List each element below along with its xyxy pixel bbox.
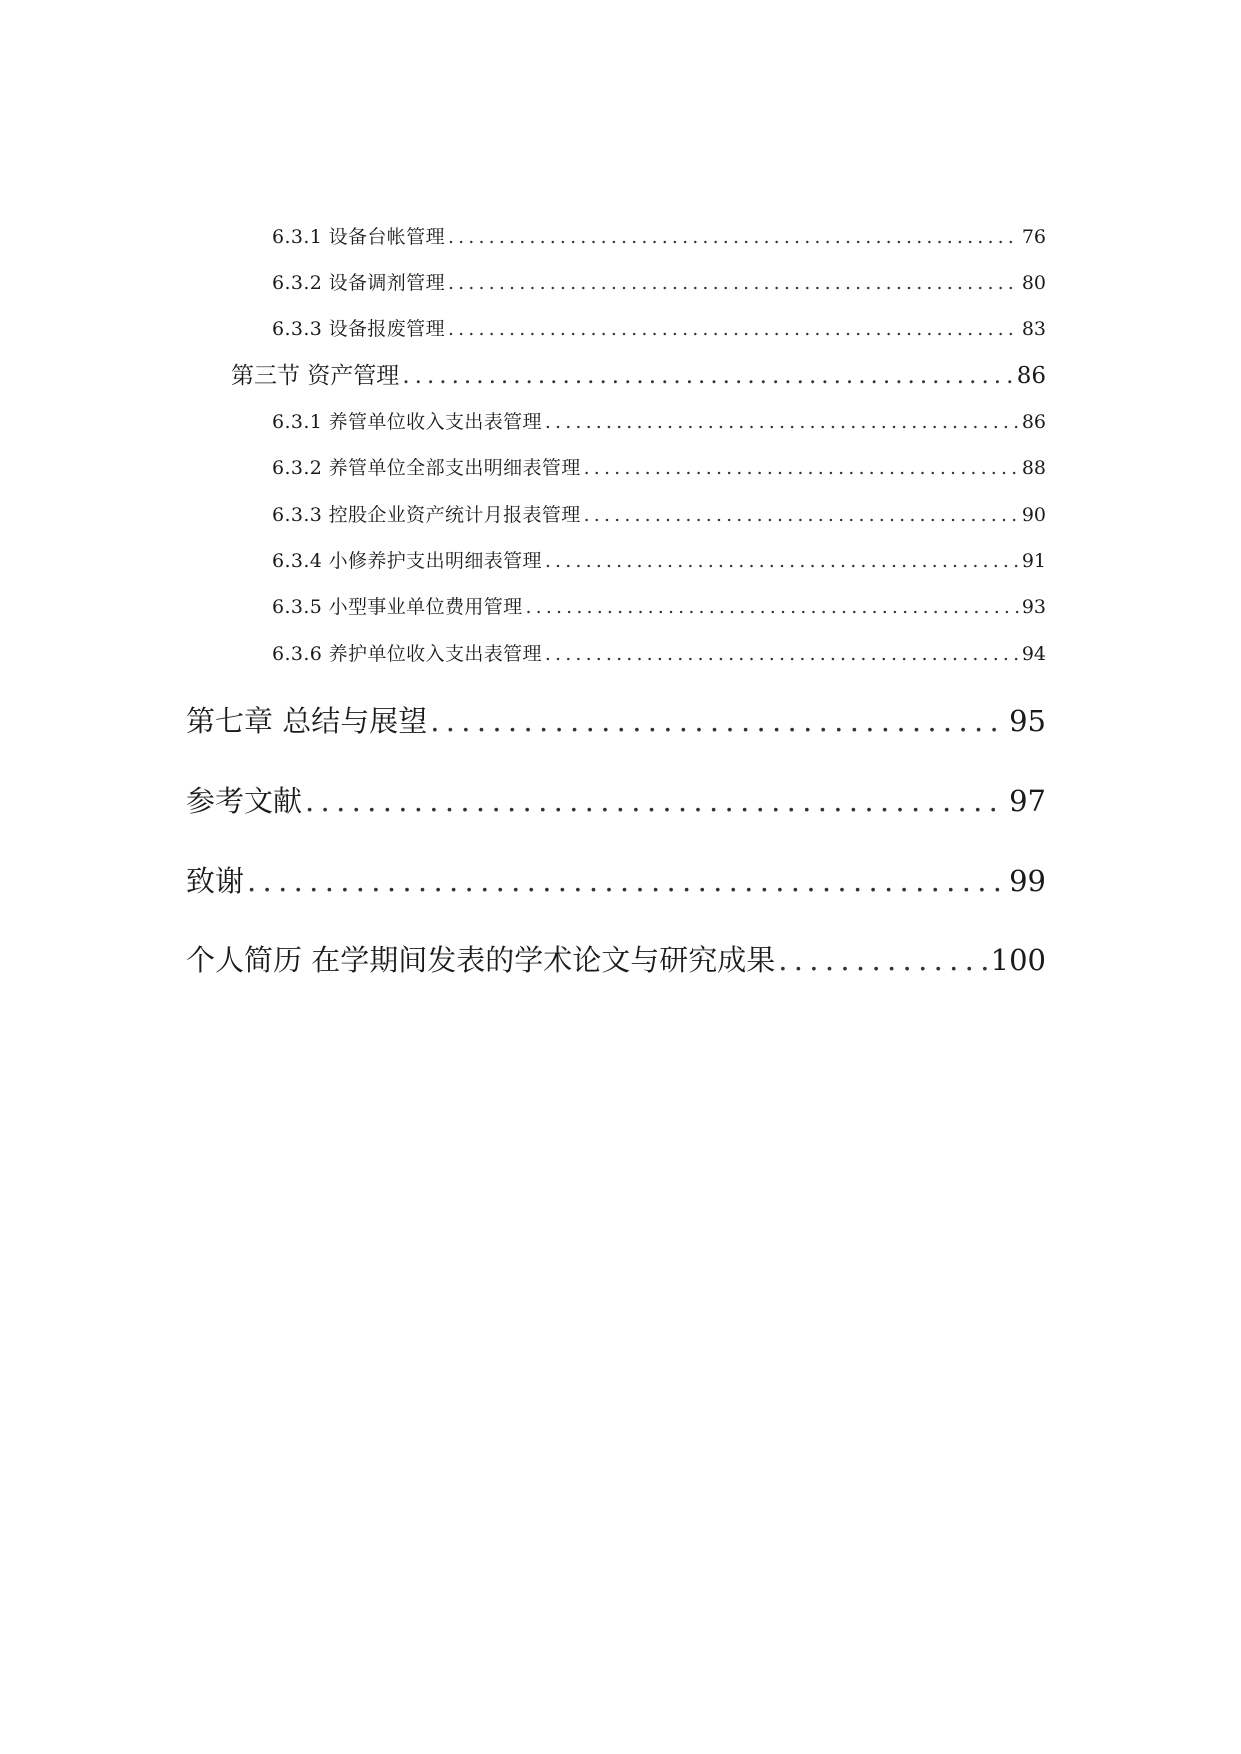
toc-page-number: 100 — [990, 943, 1046, 977]
toc-page-number: 90 — [1021, 504, 1046, 526]
toc-leader-dots — [305, 787, 1006, 816]
toc-leader-dots — [402, 365, 1013, 388]
toc-entry-label: 6.3.1 设备台帐管理 — [272, 226, 445, 248]
toc-leader-dots — [448, 320, 1019, 339]
toc-entry-label: 个人简历 在学期间发表的学术论文与研究成果 — [186, 943, 776, 977]
toc-leader-dots — [448, 274, 1019, 293]
toc-page-number: 99 — [1009, 864, 1046, 898]
toc-leader-dots — [778, 946, 987, 975]
toc-entry[interactable] — [272, 459, 1046, 478]
toc-leader-dots — [584, 506, 1019, 525]
toc-page-number: 93 — [1021, 596, 1046, 618]
toc-entry-label: 6.3.5 小型事业单位费用管理 — [272, 596, 523, 618]
toc-leader-dots — [545, 552, 1019, 571]
toc-entry-label: 6.3.4 小修养护支出明细表管理 — [272, 550, 542, 572]
toc-leader-dots — [430, 707, 1006, 736]
toc-entry[interactable] — [272, 274, 1046, 293]
toc-entry-label: 第三节 资产管理 — [231, 363, 400, 389]
toc-entry-label: 6.3.1 养管单位收入支出表管理 — [272, 411, 542, 433]
toc-entry-label: 6.3.6 养护单位收入支出表管理 — [272, 643, 542, 665]
toc-page-number: 91 — [1021, 550, 1046, 572]
toc-entry[interactable] — [272, 598, 1046, 617]
toc-entry-label: 第七章 总结与展望 — [186, 704, 428, 738]
toc-leader-dots — [247, 867, 1006, 896]
toc-leader-dots — [525, 598, 1018, 617]
toc-entry[interactable] — [272, 320, 1046, 339]
toc-page-number: 76 — [1021, 226, 1046, 248]
toc-entry-label: 6.3.3 设备报废管理 — [272, 318, 445, 340]
toc-entry[interactable] — [272, 506, 1046, 525]
toc-page-number: 83 — [1021, 318, 1046, 340]
toc-page-number: 86 — [1016, 363, 1046, 389]
toc-leader-dots — [545, 645, 1019, 664]
toc-entry[interactable] — [186, 943, 1046, 977]
toc-leader-dots — [584, 459, 1019, 478]
toc-page-number: 97 — [1009, 784, 1046, 818]
toc-page-number: 94 — [1021, 643, 1046, 665]
toc-entry[interactable] — [272, 645, 1046, 664]
toc-entry[interactable] — [272, 552, 1046, 571]
toc-page-number: 88 — [1021, 457, 1046, 479]
toc-entry[interactable] — [272, 228, 1046, 247]
toc-entry[interactable] — [231, 365, 1046, 388]
toc-entry-label: 6.3.2 养管单位全部支出明细表管理 — [272, 457, 581, 479]
toc-page-number: 95 — [1009, 704, 1046, 738]
toc-entry[interactable] — [186, 864, 1046, 898]
toc-entry[interactable] — [186, 704, 1046, 738]
toc-leader-dots — [545, 413, 1019, 432]
toc-page-number: 80 — [1021, 272, 1046, 294]
toc-entry[interactable] — [272, 413, 1046, 432]
toc-entry-label: 致谢 — [186, 864, 245, 898]
toc-leader-dots — [448, 228, 1019, 247]
toc-entry-label: 6.3.3 控股企业资产统计月报表管理 — [272, 504, 581, 526]
toc-page-number: 86 — [1021, 411, 1046, 433]
toc-entry-label: 参考文献 — [186, 784, 303, 818]
toc-entry-label: 6.3.2 设备调剂管理 — [272, 272, 445, 294]
toc-entry[interactable] — [186, 784, 1046, 818]
